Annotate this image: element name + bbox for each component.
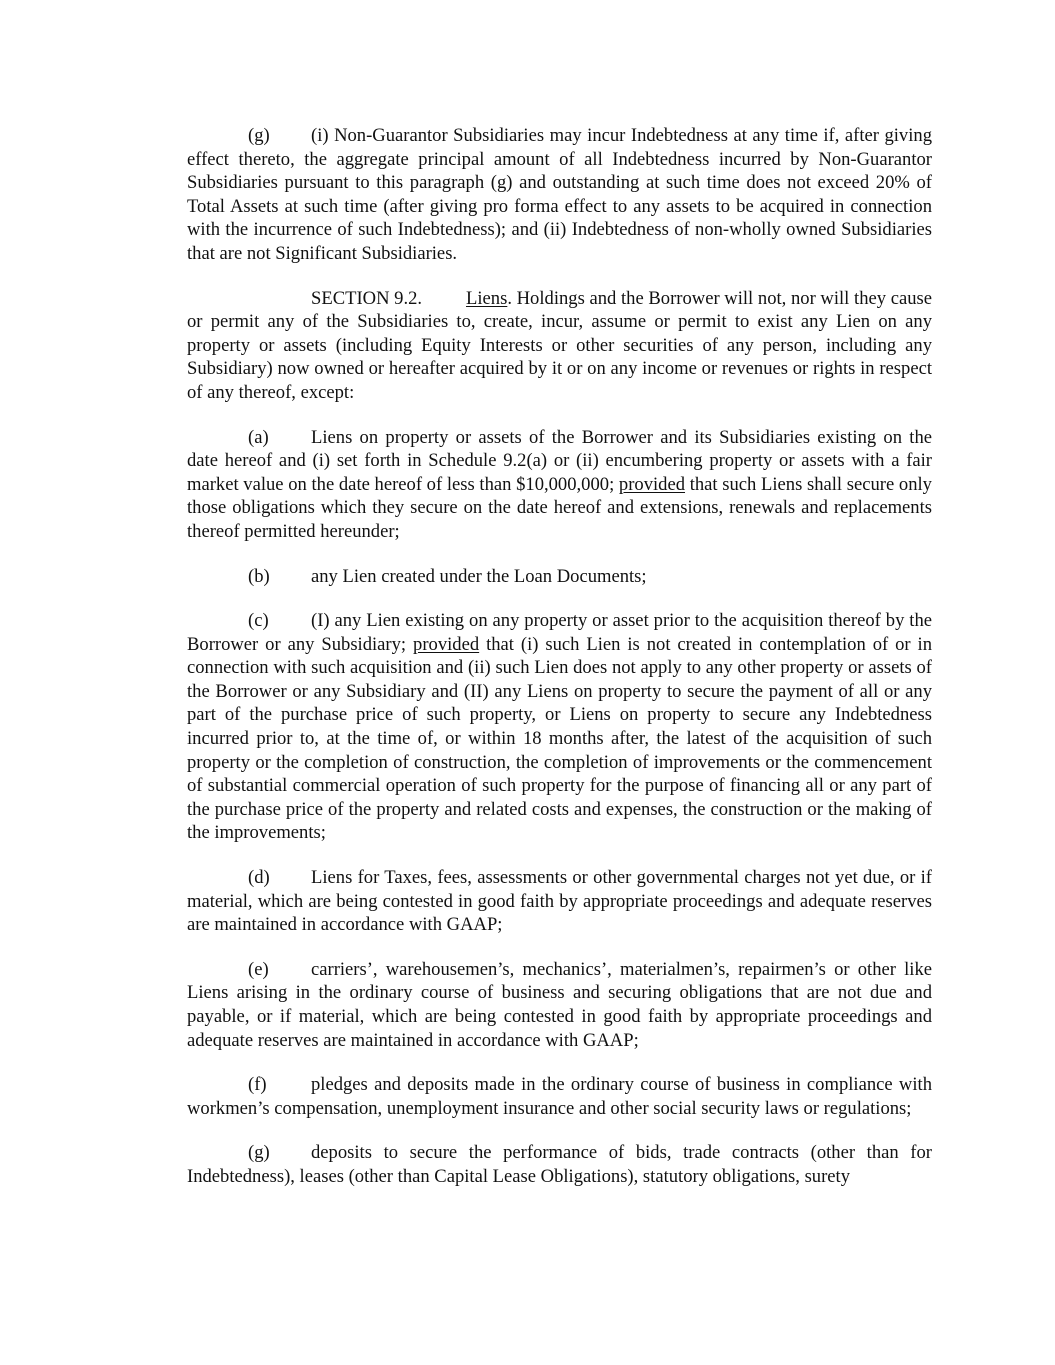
paragraph-label: (f) [248, 1074, 267, 1096]
paragraph-text-before: (I) any Lien existing on any property or asset prior to the acquisition thereof by the Borrower or any Subsidiary; [187, 610, 932, 655]
paragraph-c [187, 609, 932, 845]
section-number: SECTION 9.2. [311, 287, 423, 309]
paragraph-d [187, 866, 932, 937]
paragraph-g-bottom [187, 1141, 932, 1188]
paragraph-b [187, 565, 932, 589]
paragraph-label: (b) [248, 565, 270, 587]
paragraph-text-after: that such Liens shall secure only those obligations which they secure on the date hereof and extensions, renewals and replacements thereof permitted hereunder; [187, 473, 932, 542]
paragraph-text-before: Liens on property or assets of the Borrower and its Subsidiaries existing on the date hereof and (i) set forth in Schedule 9.2(a) or (ii) encumbering property or assets with a fair market value on the date hereof of less than $10,000,000; [187, 426, 932, 495]
paragraph-text-after: that (i) such Lien is not created in contemplation of or in connection with such acquisition and (ii) such Lien does not apply to any other property or assets of the Borrower or any Subsidiary and (II) any Liens on property to secure the payment of all or any part of the purchase price of such property, or Liens on property to secure any Indebtedness incurred prior to, at the time of, or within 18 months after, the latest of the acquisition of such property or the completion of construction, the completion of improvements or the commencement of substantial commercial operation of such property for the purpose of financing all or any part of the purchase price of the property and related costs and expenses, the construction or the making of the improvements; [187, 633, 933, 844]
paragraph-text: pledges and deposits made in the ordinary course of business in compliance with workmen’s compensation, unemployment insurance and other social security laws or regulations; [187, 1074, 932, 1119]
section-heading: Liens [466, 287, 508, 309]
paragraph-label: (g) [248, 1142, 270, 1164]
paragraph-text: Liens for Taxes, fees, assessments or other governmental charges not yet due, or if material, which are being contested in good faith by appropriate proceedings and adequate reserves are maintained in accordance with GAAP; [187, 867, 932, 936]
paragraph-text: any Lien created under the Loan Documents; [311, 565, 647, 587]
paragraph-label: (e) [248, 958, 269, 980]
provided-term: provided [413, 633, 480, 655]
paragraph-e [187, 958, 932, 1052]
paragraph-g-top [187, 124, 932, 266]
section-9-2-paragraph [187, 287, 932, 405]
document-page [187, 124, 932, 1189]
paragraph-label: (d) [248, 867, 270, 889]
paragraph-text: deposits to secure the performance of bids, trade contracts (other than for Indebtedness), leases (other than Capital Lease Obligations), statutory obligations, surety [187, 1142, 932, 1187]
paragraph-label: (c) [248, 610, 269, 632]
paragraph-a [187, 426, 932, 544]
paragraph-label: (g) [248, 125, 270, 146]
paragraph-text: . Holdings and the Borrower will not, nor will they cause or permit any of the Subsidiaries to, create, incur, assume or permit to exist any Lien on any property or assets (including Equity Interests or other securities of any person, including any Subsidiary) now owned or hereafter acquired by it or on any income or revenues or rights in respect of any thereof, except: [187, 287, 932, 403]
paragraph-text: (i) Non-Guarantor Subsidiaries may incur Indebtedness at any time if, after giving effect thereto, the aggregate principal amount of all Indebtedness incurred by Non-Guarantor Subsidiaries pursuant to this paragraph (g) and outstanding at such time does not exceed 20% of Total Assets at such time (after giving pro forma effect to any assets to be acquired in connection with the incurrence of such Indebtedness); and (ii) Indebtedness of non-wholly owned Subsidiaries that are not Significant Subsidiaries. [187, 125, 932, 264]
paragraph-label: (a) [248, 426, 269, 448]
paragraph-text: carriers’, warehousemen’s, mechanics’, materialmen’s, repairmen’s or other like Liens arising in the ordinary course of business and securing obligations that are not due and payable, or if material, which are being contested in good faith by appropriate proceedings and adequate reserves are maintained in accordance with GAAP; [187, 958, 932, 1051]
paragraph-f [187, 1073, 932, 1120]
provided-term: provided [618, 473, 686, 495]
